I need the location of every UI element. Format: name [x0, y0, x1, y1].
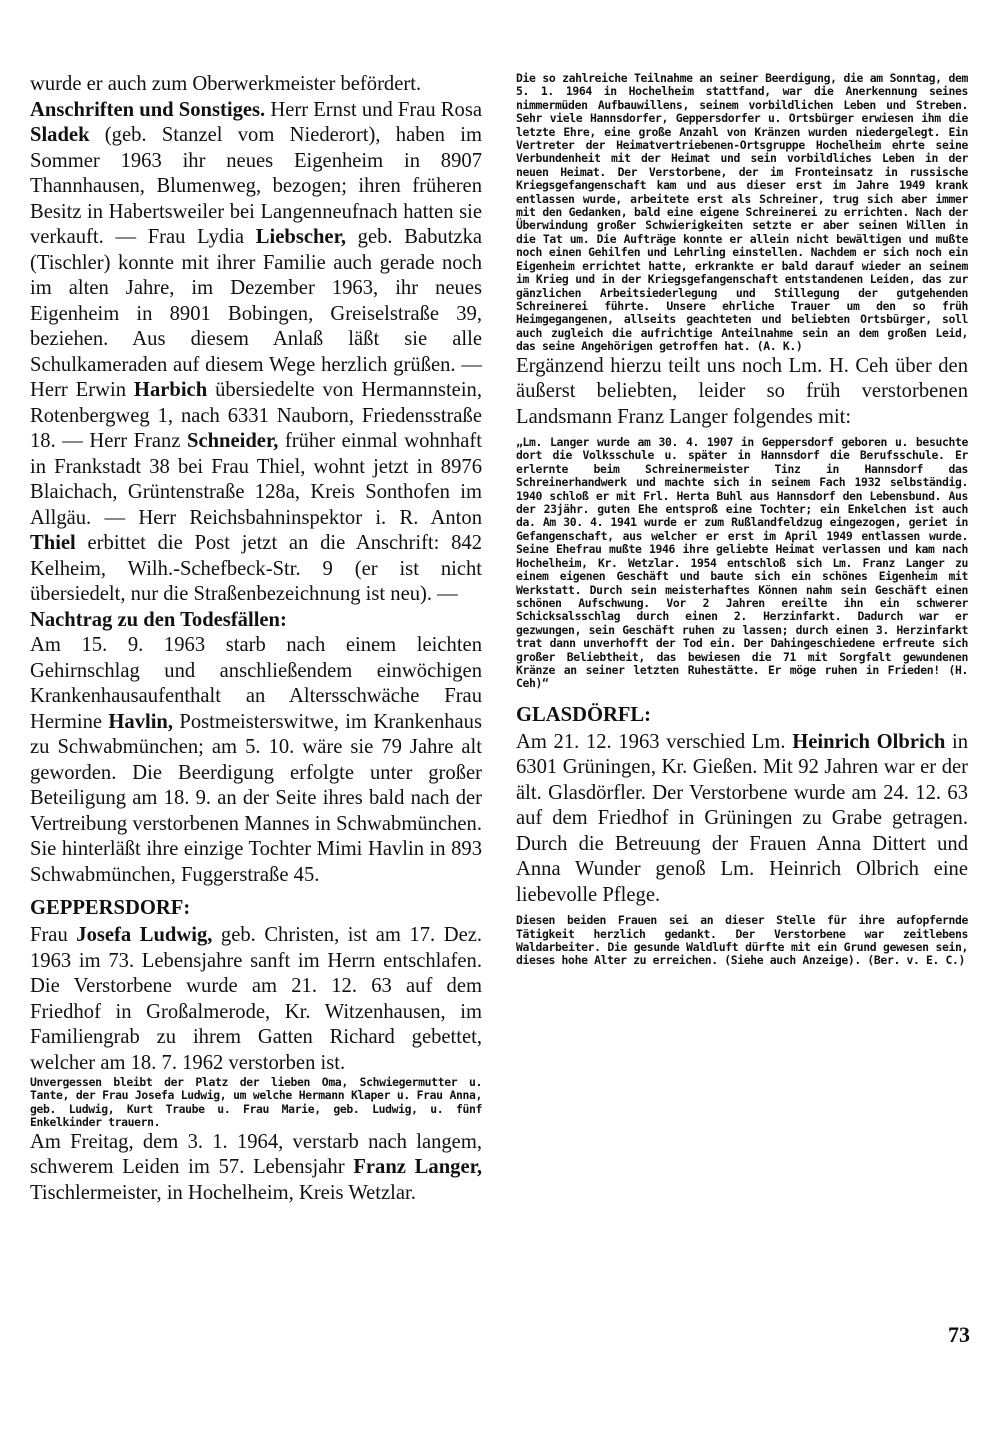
- paragraph-ludwig-mourners: Unvergessen bleibt der Platz der lieben Oma, Schwiegermutter u. Tante, der Frau Josefa Ludwig, um welche Hermann Klaper u. Frau Anna, geb. Ludwig, Kurt Traube u. Frau Marie, geb. Ludwig, u. fünf Enkelkinder trauern.: [30, 1075, 482, 1130]
- section-heading-addresses: Anschriften und Sonstiges.: [30, 98, 266, 121]
- paragraph-olbrich: Am 21. 12. 1963 verschied Lm. Heinrich Olbrich in 6301 Grüningen, Kr. Gießen. Mit 92 Jahren war er der ält. Glasdörfler. Der Verstorbene wurde am 24. 12. 63 auf dem Friedhof in Grüningen zu Grabe getragen. Durch die Betreuung der Frauen Anna Dittert und Anna Wunder genoß Lm. Heinrich Olbrich eine liebevolle Pflege.: [516, 730, 968, 906]
- paragraph-promotion: wurde er auch zum Oberwerkmeister befördert.: [30, 73, 422, 95]
- name-josefa-ludwig: Josefa Ludwig,: [76, 924, 213, 946]
- name-franz-langer: Franz Langer,: [353, 1156, 482, 1179]
- paragraph-havlin: Am 15. 9. 1963 starb nach einem leichten Gehirnschlag und anschließendem einwöchigen Krankenhausaufenthalt an Altersschwäche Frau Hermine Havlin, Postmeisterswitwe, im Krankenhaus zu Schwabmünchen; am 5. 10. wäre sie 79 Jahre alt geworden. Die Beerdigung erfolgte unter großer Beteiligung am 18. 9. an der Seite ihres bald nach der Vertreibung verstorbenen Mannes in Schwabmünchen. Sie hinterläßt ihre einzige Tochter Mimi Havlin in 893 Schwabmünchen, Fuggerstraße 45.: [30, 634, 482, 886]
- name-harbich: Harbich: [133, 379, 208, 401]
- paragraph-olbrich-thanks: Diesen beiden Frauen sei an dieser Stelle für ihre aufopfernde Tätigkeit herzlich gedankt. Der Verstorbene war zeitlebens Waldarbeiter. Die gesunde Waldluft dürfte mit ein Grund gewesen sein, dieses hohe Alter zu erreichen. (Siehe auch Anzeige). (Ber. v. E. C.): [516, 913, 968, 968]
- name-sladek: Sladek: [30, 124, 90, 146]
- paragraph-ceh-quote: „Lm. Langer wurde am 30. 4. 1907 in Geppersdorf geboren u. besuchte dort die Volksschule u. später in Hannsdorf die Berufsschule. Er erlernte beim Schreinermeister Tinz in Hannsdorf das Schreinerhandwerk und machte sich in seinem Fach 1932 selbständig. 1940 schloß er mit Frl. Herta Buhl aus Hannsdorf den Lebensbund. Aus der 23jähr. guten Ehe entsproß eine Tochter; ein Enkelchen ist auch da. Am 30. 4. 1941 wurde er zum Rußlandfeldzug eingezogen, geriet in Gefangenschaft, aus welcher er erst im April 1949 entlassen wurde. Seine Ehefrau mußte 1946 ihre geliebte Heimat verlassen und kam nach Hochelheim, Kr. Wetzlar. 1954 entschloß sich Lm. Franz Langer zu einem eigenen Geschäft und baute sich ein schönes Eigenheim mit Werkstatt. Durch sein meisterhaftes Können nahm sein Geschäft einen schönen Aufschwung. Vor 2 Jahren ereilte ihn ein schwerer Schicksalsschlag durch einen 2. Herzinfarkt. Dadurch war er gezwungen, sein Geschäft ruhen zu lassen; durch einen 3. Herzinfarkt trat dann unverhofft der Tod ein. Der Dahingeschiedene erfreute sich großer Beliebtheit, das bewiesen die 71 mit Sorgfalt gewundenen Kränze an seiner letzten Ruhestätte. Er möge ruhen in Frieden! (H. Ceh)“: [516, 435, 968, 691]
- right-column: [516, 72, 968, 968]
- left-column: [30, 72, 482, 1206]
- paragraph-langer-funeral: Die so zahlreiche Teilnahme an seiner Beerdigung, die am Sonntag, dem 5. 1. 1964 in Hochelheim stattfand, war die Anerkennung seines nimmermüden Aufbauwillens, seinem vorbildlichen Leben und Streben. Sehr viele Hannsdorfer, Geppersdorfer u. Ortsbürger erwiesen ihm die letzte Ehre, eine große Anzahl von Kränzen wurden niedergelegt. Ein Vertreter der Heimatvertriebenen-Ortsgruppe Hochelheim ehrte seine Verbundenheit mit der Heimat und sein vorbildliches Leben in der neuen Heimat. Der Verstorbene, der im Fronteinsatz in russische Kriegsgefangenschaft kam und aus dieser erst im Jahre 1949 krank entlassen wurde, arbeitete erst als Schreiner, trug sich aber immer mit den Gedanken, bald eine eigene Schreinerei zu errichten. Nach der Überwindung großer Schwierigkeiten setzte er aber seinen Willen in die Tat um. Die Aufträge konnte er allein nicht bewältigen und mußte noch einen Gehilfen und Lehrling einstellen. Nachdem er sich noch ein Eigenheim errichtet hatte, erkrankte er bald darauf wieder an seinem im Krieg und in der Kriegsgefangenschaft entstandenen Leiden, das zur gänzlichen Arbeitsiederlegung und Stillegung der gutgehenden Schreinerei führte. Unsere ehrliche Trauer um den so früh Heimgegangenen, allseits geachteten und beliebten Ortsbürger, soll auch zugleich die aufrichtige Anteilnahme sein an dem großen Leid, das seine Angehörigen getroffen hat. (A. K.): [516, 71, 968, 354]
- page-number: 73: [948, 1322, 970, 1347]
- heading-geppersdorf: GEPPERSDORF:: [30, 897, 191, 919]
- paragraph-langer: Am Freitag, dem 3. 1. 1964, verstarb nach langem, schwerem Leiden im 57. Lebensjahr Franz Langer, Tischlermeister, in Hochelheim, Kreis Wetzlar.: [30, 1130, 482, 1204]
- paragraph-addresses: Anschriften und Sonstiges. Herr Ernst und Frau Rosa Sladek (geb. Stanzel vom Niederort), haben im Sommer 1963 ihr neues Eigenheim in 8907 Thannhausen, Blumenweg, bezogen; ihren früheren Besitz in Habertsweiler bei Langenneufnach hatten sie verkauft. — Frau Lydia Liebscher, geb. Babutzka (Tischler) konnte mit ihrer Familie auch gerade noch im alten Jahre, im Dezember 1963, ihr neues Eigenheim in 8901 Bobingen, Greiselstraße 39, beziehen. Aus diesem Anlaß läßt sie alle Schulkameraden auf diesem Wege herzlich grüßen. — Herr Erwin Harbich übersiedelte von Hermannstein, Rotenbergweg 1, nach 6331 Nauborn, Friedensstraße 18. — Herr Franz Schneider, früher einmal wohnhaft in Frankstadt 38 bei Frau Thiel, wohnt jetzt in 8976 Blaichach, Grüntenstraße 128a, Kreis Sonthofen im Allgäu. — Herr Reichsbahninspektor i. R. Anton Thiel erbittet die Post jetzt an die Anschrift: 842 Kelheim, Wilh.-Schefbeck-Str. 9 (er ist nicht übersiedelt, nur die Straßenbezeichnung ist neu). —: [30, 98, 483, 605]
- name-thiel: Thiel: [30, 532, 76, 554]
- heading-glasdoerfl: GLASDÖRFL:: [516, 703, 652, 726]
- paragraph-ludwig: Frau Josefa Ludwig, geb. Christen, ist am 17. Dez. 1963 im 73. Lebensjahre sanft im Herrn entschlafen. Die Verstorbene wurde am 21. 12. 63 auf dem Friedhof in Großalmerode, Kr. Witzenhausen, im Familiengrab zu ihrem Gatten Richard gebettet, welcher am 18. 7. 1962 verstorben ist.: [30, 924, 482, 1074]
- name-liebscher: Liebscher,: [255, 226, 346, 248]
- heading-nachtrag: Nachtrag zu den Todesfällen:: [30, 608, 287, 631]
- name-heinrich-olbrich: Heinrich Olbrich: [792, 730, 946, 753]
- name-schneider: Schneider,: [186, 430, 279, 452]
- name-havlin: Havlin,: [108, 710, 174, 733]
- paragraph-ceh-intro: Ergänzend hierzu teilt uns noch Lm. H. Ceh über den äußerst beliebten, leider so früh verstorbenen Landsmann Franz Langer folgendes mit:: [516, 354, 968, 428]
